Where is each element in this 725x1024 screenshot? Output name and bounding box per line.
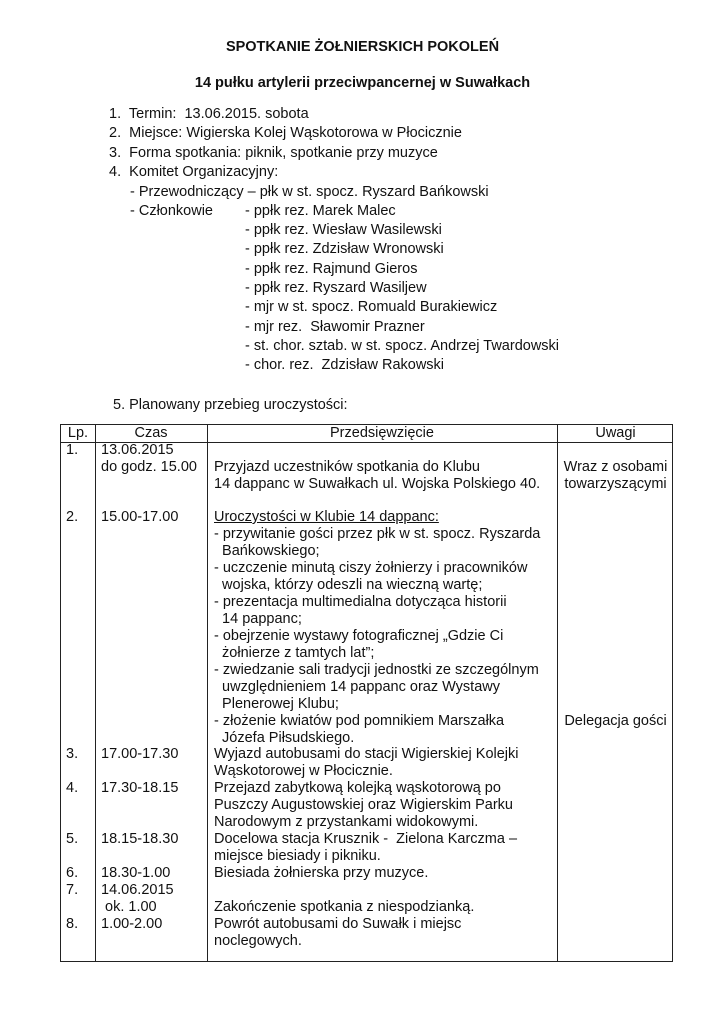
row-4-event-line: Puszczy Augustowskiej oraz Wigierskim Parku xyxy=(214,797,513,813)
row-2-event-line: Plenerowej Klubu; xyxy=(214,696,339,712)
header-event: Przedsięwzięcie xyxy=(330,425,434,441)
item-place: 2. Miejsce: Wigierska Kolej Wąskotorowa w Płocicznie xyxy=(109,125,462,141)
row-3-event-line: Wyjazd autobusami do stacji Wigierskiej Kolejki xyxy=(214,746,519,762)
committee-member: - ppłk rez. Marek Malec xyxy=(245,203,396,219)
row-3-time: 17.00-17.30 xyxy=(101,746,179,762)
row-1-event-line: 14 dappanc w Suwałkach ul. Wojska Polskiego 40. xyxy=(214,476,541,492)
row-2-event-line: uwzględnieniem 14 pappanc oraz Wystawy xyxy=(214,679,500,695)
row-7-time: ok. 1.00 xyxy=(101,899,157,915)
item-committee: 4. Komitet Organizacyjny: xyxy=(109,164,279,180)
row-4-event-line: Narodowym z przystankami widokowymi. xyxy=(214,814,479,830)
row-6-lp: 6. xyxy=(66,865,79,881)
row-2-event-line: - zwiedzanie sali tradycji jednostki ze szczególnym xyxy=(214,662,539,678)
row-1-lp: 1. xyxy=(66,442,79,458)
header-notes: Uwagi xyxy=(595,425,636,441)
row-1-note-line: Wraz z osobami xyxy=(563,459,668,475)
row-2-event-line: 14 pappanc; xyxy=(214,611,302,627)
row-8-lp: 8. xyxy=(66,916,79,932)
column-divider xyxy=(207,425,208,961)
row-2-event-line: wojska, którzy odeszli na wieczną wartę; xyxy=(214,577,483,593)
row-5-time: 18.15-18.30 xyxy=(101,831,179,847)
row-2-event-line: - złożenie kwiatów pod pomnikiem Marszałka xyxy=(214,713,505,729)
section-5-heading: 5. Planowany przebieg uroczystości: xyxy=(113,397,348,413)
committee-member: - mjr rez. Sławomir Prazner xyxy=(245,319,425,335)
schedule-table xyxy=(60,424,673,962)
row-3-lp: 3. xyxy=(66,746,79,762)
row-6-time: 18.30-1.00 xyxy=(101,865,171,881)
row-8-event-line: Powrót autobusami do Suwałk i miejsc xyxy=(214,916,462,932)
row-2-event-line: - uczczenie minutą ciszy żołnierzy i pracowników xyxy=(214,560,528,576)
row-5-event-line: Docelowa stacja Krusznik - Zielona Karczma – xyxy=(214,831,518,847)
item-date: 1. Termin: 13.06.2015. sobota xyxy=(109,106,309,122)
committee-chair: - Przewodniczący – płk w st. spocz. Ryszard Bańkowski xyxy=(130,184,489,200)
row-1-note-line: towarzyszącymi xyxy=(564,476,667,492)
committee-member: - ppłk rez. Zdzisław Wronowski xyxy=(245,241,444,257)
row-1-event-line: Przyjazd uczestników spotkania do Klubu xyxy=(214,459,480,475)
row-4-lp: 4. xyxy=(66,780,79,796)
row-7-event-line: Zakończenie spotkania z niespodzianką. xyxy=(214,899,475,915)
column-divider xyxy=(95,425,96,961)
row-2-event-line: - obejrzenie wystawy fotograficznej „Gdzie Ci xyxy=(214,628,504,644)
row-2-note: Delegacja gości xyxy=(564,713,667,729)
row-8-time: 1.00-2.00 xyxy=(101,916,163,932)
document-subtitle: 14 pułku artylerii przeciwpancernej w Suwałkach xyxy=(194,75,531,91)
row-4-event-line: Przejazd zabytkową kolejką wąskotorową po xyxy=(214,780,501,796)
row-2-event-line: - prezentacja multimedialna dotycząca historii xyxy=(214,594,507,610)
committee-member: - chor. rez. Zdzisław Rakowski xyxy=(245,357,445,373)
row-5-lp: 5. xyxy=(66,831,79,847)
committee-member: - st. chor. sztab. w st. spocz. Andrzej Twardowski xyxy=(245,338,560,354)
committee-member: - mjr w st. spocz. Romuald Burakiewicz xyxy=(245,299,498,315)
row-2-lp: 2. xyxy=(66,509,79,525)
row-1-date: 13.06.2015 xyxy=(101,442,174,458)
item-form: 3. Forma spotkania: piknik, spotkanie przy muzyce xyxy=(109,145,438,161)
document-title: SPOTKANIE ŻOŁNIERSKICH POKOLEŃ xyxy=(225,39,500,55)
column-divider xyxy=(557,425,558,961)
row-3-event-line: Wąskotorowej w Płocicznie. xyxy=(214,763,393,779)
row-2-time: 15.00-17.00 xyxy=(101,509,179,525)
row-2-heading: Uroczystości w Klubie 14 dappanc: xyxy=(214,509,439,525)
row-2-event-line: Józefa Piłsudskiego. xyxy=(214,730,355,746)
committee-member: - ppłk rez. Wiesław Wasilewski xyxy=(245,222,442,238)
row-8-event-line: noclegowych. xyxy=(214,933,302,949)
row-1-time: do godz. 15.00 xyxy=(101,459,197,475)
row-4-time: 17.30-18.15 xyxy=(101,780,179,796)
row-2-event-line: Bańkowskiego; xyxy=(214,543,320,559)
row-7-lp: 7. xyxy=(66,882,79,898)
row-2-event-line: - przywitanie gości przez płk w st. spocz. Ryszarda xyxy=(214,526,541,542)
committee-member: - ppłk rez. Rajmund Gieros xyxy=(245,261,418,277)
row-2-event-line: żołnierze z tamtych lat”; xyxy=(214,645,375,661)
header-czas: Czas xyxy=(134,425,168,441)
committee-members-label: - Członkowie xyxy=(130,203,213,219)
row-6-event-line: Biesiada żołnierska przy muzyce. xyxy=(214,865,429,881)
row-5-event-line: miejsce biesiady i pikniku. xyxy=(214,848,381,864)
row-7-date: 14.06.2015 xyxy=(101,882,174,898)
header-lp: Lp. xyxy=(67,425,89,441)
committee-member: - ppłk rez. Ryszard Wasiljew xyxy=(245,280,427,296)
